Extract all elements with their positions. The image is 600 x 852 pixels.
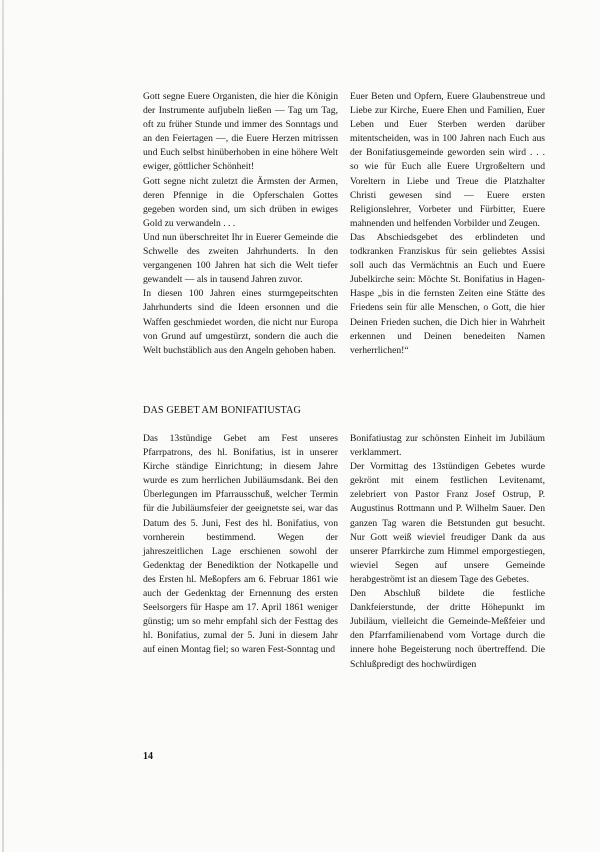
paragraph: Und nun überschreitet Ihr in Euerer Gemeinde die Schwelle des zweiten Jahrhunderts. In den vergangenen 100 Jahren hat sich die Welt tiefer gewandelt — als in tausend Jahren zuvor. xyxy=(143,231,338,286)
paragraph: Das Abschiedsgebet des erblindeten und todkranken Franziskus für sein geliebtes Assisi soll auch das Vermächtnis an Euch und Euere Jubelkirche sein: Möchte St. Bonifatius in Hagen-Haspe „bis in die fernsten Zeiten eine Stätte des Friedens sein für alle Menschen, o Gott, die hier Deinen Frieden suchen, die Dich hier in Wahrheit erkennen und Deinen benedeiten Namen verherrlichen!“ xyxy=(350,231,545,356)
paragraph: Den Abschluß bildete die festliche Dankfeierstunde, der dritte Höhepunkt im Jubiläum, vielleicht die Gemeinde-Meßfeier und den Pfarrfamilienabend vom Vortage durch die innere hohe Begeisterung noch übertreffend. Die Schlußpredigt des hochwürdigen xyxy=(350,588,545,670)
text-column-top-left xyxy=(143,90,338,358)
section-heading: DAS GEBET AM BONIFATIUSTAG xyxy=(143,405,301,416)
paragraph: Der Vormittag des 13stündigen Gebetes wurde gekrönt mit einem festlichen Levitenamt, zelebriert von Pastor Franz Josef Ostrup, P. Augustinus Rottmann und P. Wilhelm Sauer. Den ganzen Tag waren die Betstunden gut besucht. Nur Gott weiß wieviel freudiger Dank da aus unserer Pfarrkirche zum Himmel emporgestiegen, wieviel Segen auf unsere Gemeinde herabgeströmt ist an diesem Tage des Gebetes. xyxy=(350,461,545,585)
text-column-bottom-left xyxy=(143,432,338,658)
paragraph: Gott segne Euere Organisten, die hier die Königin der Instrumente aufjubeln ließen — Tag um Tag, oft zu früher Stunde und immer des Sonntags und an den Feiertagen —, die Euere Herzen mitrissen und Euch selbst hinüberhoben in eine höhere Welt ewiger, göttlicher Schönheit! xyxy=(143,91,338,173)
paragraph: Bonifatiustag zur schönsten Einheit im Jubiläum verklammert. xyxy=(350,433,545,459)
page-number: 14 xyxy=(143,751,153,762)
paragraph: Gott segne nicht zuletzt die Ärmsten der Armen, deren Pfennige in die Opferschalen Gottes gegeben worden sind, um sich drüben in ewiges Gold zu verwandeln . . . xyxy=(143,175,338,229)
paragraph: Euer Beten und Opfern, Euere Glaubenstreue und Liebe zur Kirche, Euere Ehen und Familien, Euer Leben und Euer Sterben werden darüber mitentscheiden, was in 100 Jahren nach Euch aus der Bonifatiusgemeinde geworden sein wird . . . so wie für Euch alle Euere Urgroßeltern und Voreltern in Liebe und Treue die Platzhalter Christi gewesen sind — Euere ersten Religionslehrer, Vorbeter und Fürbitter, Euere mahnenden und helfenden Vorbilder und Zeugen. xyxy=(350,91,545,229)
paragraph: In diesen 100 Jahren eines sturmgepeitschten Jahrhunderts sind die Ideen ersonnen und die Waffen geschmiedet worden, die nicht nur Europa von Grund auf umgestürzt, sondern die auch die Welt buchstäblich aus den Angeln gehoben haben. xyxy=(143,288,338,356)
paragraph: Das 13stündige Gebet am Fest unseres Pfarrpatrons, des hl. Bonifatius, ist in unserer Kirche ständige Einrichtung; in diesem Jahre wurde es zum herrlichen Jubiläumsdank. Bei den Überlegungen im Pfarrausschuß, welcher Termin für die Jubiläumsfeier der geeignetste sei, war das Datum des 5. Juni, Fest des hl. Bonifatius, von vornherein bestimmend. Wegen der jahreszeitlichen Lage erschienen sowohl der Gedenktag der Benediktion der Notkapelle und des Ersten hl. Meßopfers am 6. Februar 1861 wie auch der Gedenktag der Ernennung des ersten Seelsorgers für Haspe am 17. April 1861 weniger günstig; um so mehr empfahl sich der Festtag des hl. Bonifatius, zumal der 5. Juni in diesem Jahr auf einen Montag fiel; so waren Fest-Sonntag und xyxy=(143,433,338,656)
text-column-top-right xyxy=(350,90,545,358)
text-column-bottom-right xyxy=(350,432,545,672)
page-gutter-edge xyxy=(2,0,4,852)
